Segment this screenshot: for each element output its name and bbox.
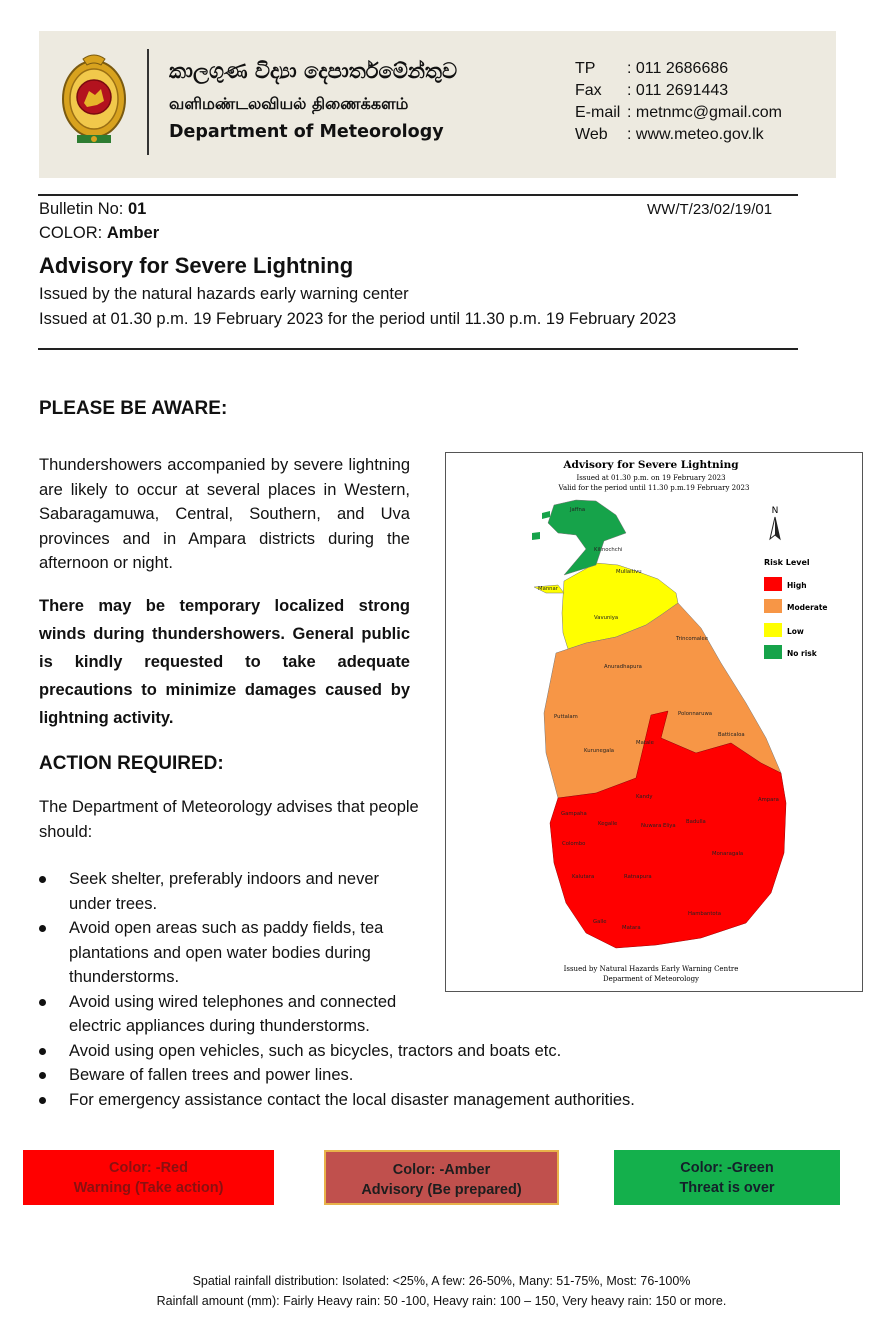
contact-web: Web : www.meteo.gov.lk: [575, 124, 782, 146]
map-subtitle-2: Valid for the period until 11.30 p.m.19 February 2023: [558, 484, 750, 492]
forecast-paragraph: Thundershowers accompanied by severe lightning are likely to occur at several places in Western, Sabaragamuwa, Central, Southern, and Uva provinces and in Ampara districts during the afternoon or night.: [39, 456, 410, 572]
legend-label-high: High: [787, 581, 807, 590]
green-over-box: Color: -Green Threat is over: [614, 1150, 840, 1205]
north-arrow-icon: [770, 506, 780, 539]
header-divider: [147, 49, 149, 155]
jaffna-island: [532, 532, 540, 540]
bullet-icon: [39, 1072, 46, 1079]
svg-text:Kilinochchi: Kilinochchi: [594, 547, 623, 553]
dept-name-sinhala: කාලගුණ විද්‍යා දෙපාර්තමේන්තුව: [169, 59, 458, 83]
svg-text:Polonnaruwa: Polonnaruwa: [678, 711, 713, 717]
svg-text:Vavuniya: Vavuniya: [594, 615, 619, 621]
red-warning-box: Color: -Red Warning (Take action): [23, 1150, 274, 1205]
svg-text:Mullaitivu: Mullaitivu: [616, 569, 642, 575]
list-item: Beware of fallen trees and power lines.: [39, 1063, 635, 1088]
aware-heading: PLEASE BE AWARE:: [39, 398, 228, 419]
svg-text:Ratnapura: Ratnapura: [624, 874, 652, 880]
svg-text:Ampara: Ampara: [758, 797, 779, 803]
legend-label-low: Low: [787, 627, 804, 636]
action-heading: ACTION REQUIRED:: [39, 753, 224, 774]
tp-value: : 011 2686686: [627, 60, 729, 77]
sri-lanka-map: [446, 453, 864, 993]
legend-swatch-no-risk: [764, 645, 782, 659]
action-intro: The Department of Meteorology advises that people should:: [39, 798, 419, 841]
list-item: Avoid open areas such as paddy fields, tea plantations and open water bodies during thunderstorms.: [39, 916, 399, 990]
advisory-title: Advisory for Severe Lightning: [39, 253, 354, 278]
sri-lanka-emblem-icon: [59, 49, 129, 149]
svg-text:Kalutara: Kalutara: [572, 874, 595, 880]
reference-code: WW/T/23/02/19/01: [647, 201, 773, 218]
svg-text:Matara: Matara: [622, 925, 641, 931]
risk-map: [445, 452, 863, 992]
svg-text:Hambantota: Hambantota: [688, 911, 721, 917]
footer-rainfall-amount: Rainfall amount (mm): Fairly Heavy rain: 50 -100, Heavy rain: 100 – 150, Very heavy rain: 150 or more.: [156, 1294, 727, 1308]
amber-advisory-box: Color: -Amber Advisory (Be prepared): [324, 1150, 559, 1205]
no-risk-region: [548, 500, 626, 575]
legend-swatch-low: [764, 623, 782, 637]
jaffna-island: [542, 511, 550, 519]
footer-rainfall-distribution: Spatial rainfall distribution: Isolated: <25%, A few: 26-50%, Many: 51-75%, Most: 76-100%: [192, 1274, 691, 1288]
contact-email: E-mail : metnmc@gmail.com: [575, 102, 782, 124]
precaution-paragraph: There may be temporary localized strong winds during thundershowers. General public is kindly requested to take adequate precautions to minimize damages caused by lightning activity.: [39, 597, 410, 727]
letterhead: [39, 31, 836, 178]
list-item: Seek shelter, preferably indoors and never under trees.: [39, 867, 399, 916]
svg-text:Batticaloa: Batticaloa: [718, 732, 745, 738]
contact-tp: TP : 011 2686686: [575, 58, 782, 80]
svg-text:N: N: [771, 506, 779, 516]
map-footer-2: Deparment of Meteorology: [602, 975, 700, 983]
svg-text:Nuwara Eliya: Nuwara Eliya: [641, 823, 676, 829]
legend-label-moderate: Moderate: [787, 603, 828, 612]
legend-swatch-high: [764, 577, 782, 591]
svg-text:Anuradhapura: Anuradhapura: [604, 664, 642, 670]
legend-label-no-risk: No risk: [787, 649, 817, 658]
bulletin-color: COLOR: Amber: [39, 224, 160, 242]
svg-text:Kegalle: Kegalle: [598, 821, 618, 827]
bullet-icon: [39, 1097, 46, 1104]
web-value[interactable]: : www.meteo.gov.lk: [627, 126, 764, 143]
svg-text:Galle: Galle: [593, 919, 607, 925]
bottom-rule: [38, 348, 798, 350]
legend-swatch-moderate: [764, 599, 782, 613]
map-title: Advisory for Severe Lightning: [563, 459, 739, 471]
bullet-icon: [39, 925, 46, 932]
svg-text:Puttalam: Puttalam: [554, 714, 578, 720]
svg-text:Colombo: Colombo: [562, 841, 586, 847]
bulletin-number: Bulletin No: 01: [39, 200, 147, 218]
issued-at: Issued at 01.30 p.m. 19 February 2023 for the period until 11.30 p.m. 19 February 2023: [39, 310, 677, 328]
svg-text:Gampaha: Gampaha: [561, 811, 587, 817]
svg-text:Kurunegala: Kurunegala: [584, 748, 615, 754]
fax-value: : 011 2691443: [627, 82, 729, 99]
svg-text:Badulla: Badulla: [686, 819, 706, 825]
bullet-icon: [39, 1048, 46, 1055]
issued-by: Issued by the natural hazards early warning center: [39, 285, 409, 303]
list-item: Avoid using wired telephones and connected electric appliances during thunderstorms.: [39, 990, 409, 1039]
map-subtitle-1: Issued at 01.30 p.m. on 19 February 2023: [576, 474, 726, 482]
list-item: For emergency assistance contact the local disaster management authorities.: [39, 1088, 635, 1113]
svg-text:Jaffna: Jaffna: [570, 507, 586, 513]
top-rule: [38, 194, 798, 196]
svg-text:Kandy: Kandy: [636, 794, 653, 800]
svg-text:Matale: Matale: [636, 740, 654, 746]
contact-info: [575, 58, 782, 146]
bullet-icon: [39, 876, 46, 883]
email-value[interactable]: : metnmc@gmail.com: [627, 104, 782, 121]
bullet-icon: [39, 999, 46, 1006]
map-legend: [764, 558, 828, 659]
map-footer-1: Issued by Natural Hazards Early Warning Centre: [563, 965, 739, 973]
list-item: Avoid using open vehicles, such as bicycles, tractors and boats etc.: [39, 1039, 635, 1064]
dept-name-english: Department of Meteorology: [169, 122, 444, 142]
contact-fax: Fax : 011 2691443: [575, 80, 782, 102]
svg-text:Monaragala: Monaragala: [712, 851, 744, 857]
svg-text:Trincomalee: Trincomalee: [676, 636, 709, 642]
dept-name-tamil: வளிமண்டலவியல் திணைக்களம்: [169, 94, 409, 113]
legend-title: Risk Level: [764, 558, 810, 567]
svg-text:Mannar: Mannar: [538, 586, 558, 592]
